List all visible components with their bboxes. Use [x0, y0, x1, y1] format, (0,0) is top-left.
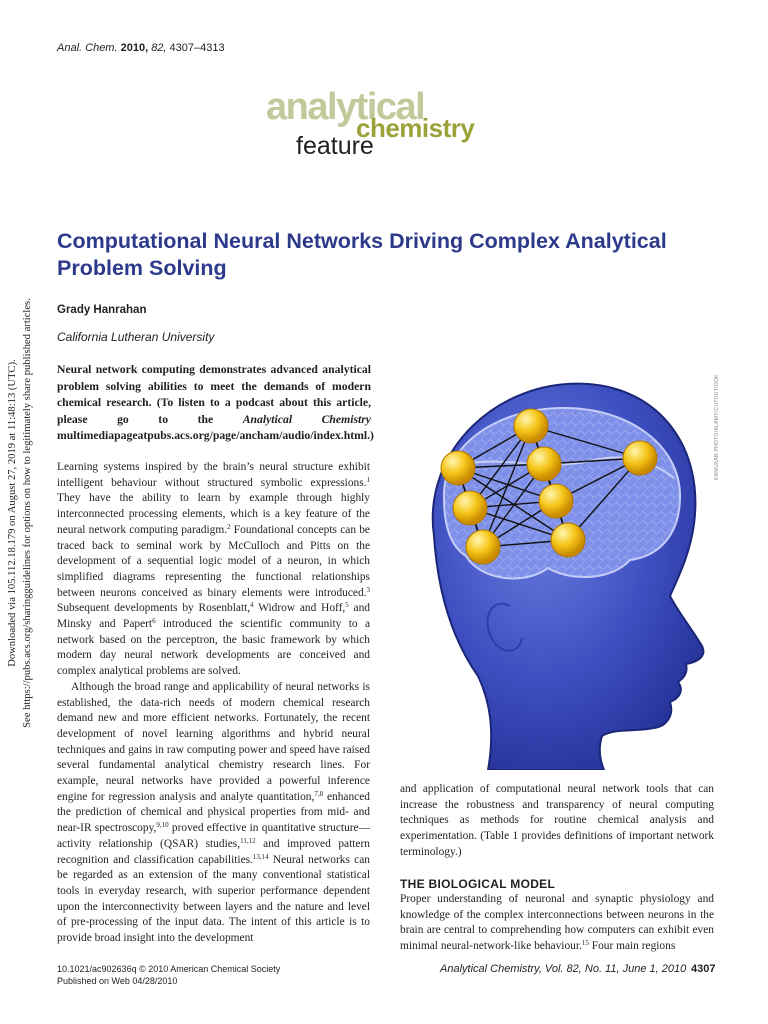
reference-mark: 1 — [366, 475, 370, 484]
journal-abbrev: Anal. Chem. — [57, 42, 118, 54]
abstract-text-start: Neural network computing demonstrates advanced analytical problem solving abilities to meet the demands of modern chemical research. (To listen to a podcast about this article, please go to the — [57, 363, 371, 426]
text-run: Learning systems inspired by the brain’s neural structure exhibit intelligent behaviour without structured symbolic expressions. — [57, 461, 370, 489]
citation-volume: 82, — [151, 42, 167, 54]
neuron-node — [514, 409, 548, 443]
neuron-node — [466, 530, 500, 564]
section-heading: THE BIOLOGICAL MODEL — [400, 877, 556, 891]
abstract — [57, 362, 374, 445]
reference-mark: 6 — [152, 617, 156, 626]
body-paragraph-2 — [57, 680, 370, 947]
neural-head-illustration — [398, 356, 716, 770]
photo-credit-text: KANGRAN PHOTO/ALAMY/CUTOUT/OOK — [714, 374, 720, 480]
text-run: and Minsky and Papert — [57, 602, 371, 631]
neuron-node — [441, 451, 475, 485]
download-notice-line1: Downloaded via 105.112.18.179 on August 27, 2019 at 11:48:13 (UTC). — [7, 359, 18, 667]
logo-feature: feature — [296, 132, 374, 160]
download-notice — [5, 298, 33, 728]
reference-mark: 3 — [366, 585, 370, 594]
neuron-node — [453, 491, 487, 525]
copyright: © 2010 American Chemical Society — [136, 964, 281, 974]
right-body-column-lower — [400, 892, 714, 955]
right-body-column — [400, 782, 714, 861]
text-run: Although the broad range and applicability of neural networks is established, the data-rich needs of modern chemical research demand new and more efficient networks. Fortunately, the recent development of novel learning algorithms and hybrid neural techniques and gains in raw computing power and speed have raised several fundamental analytical chemistry research lines. For example, neural networks have provided a powerful inference engine for regression analysis and analyte quantitation, — [57, 680, 370, 803]
published-date: Published on Web 04/28/2010 — [57, 976, 178, 986]
text-run: Four main regions — [588, 940, 676, 953]
reference-mark: 2 — [227, 522, 231, 531]
text-run: enhanced the prediction of chemical and physical properties from mid- and near-IR spectroscopy, — [57, 790, 370, 835]
body-paragraph-biological — [400, 892, 714, 955]
left-body-column — [57, 460, 370, 947]
text-run: Neural networks can be regarded as an extension of the many conventional statistical tools in everyday research, with superior performance dependent upon the interconnectivity between layers and the nature and level of pre-processing of the input data. The intent of this article is to provide broad insight into the development — [57, 853, 370, 945]
reference-mark: 15 — [581, 939, 589, 948]
text-run: Proper understanding of neuronal and synaptic physiology and knowledge of the complex interconnections between neurons in the brain are central to comprehending how computers can exhibit even minimal neural-network-like behaviour. — [400, 893, 714, 953]
article-author: Grady Hanrahan — [57, 304, 147, 316]
neuron-node — [527, 447, 561, 481]
neural-head-figure — [398, 356, 716, 770]
photo-credit — [714, 360, 724, 480]
abstract-text-end: multimediapageatpubs.acs.org/page/ancham/audio/index.html.) — [57, 429, 374, 442]
neuron-node — [623, 441, 657, 475]
logo-chemistry: chemistry — [356, 113, 475, 143]
citation-year: 2010, — [120, 42, 149, 54]
article-title: Computational Neural Networks Driving Complex Analytical Problem Solving — [57, 229, 667, 280]
text-run: Foundational concepts can be traced back to seminal work by McCulloch and Pitts on the development of a sequential logic model of a neuron, in which simplified diagrams representing the functional relationships between neurons conceived as binary elements were introduced. — [57, 523, 370, 599]
reference-mark: 9,10 — [156, 821, 169, 830]
download-notice-line2: See https://pubs.acs.org/sharingguidelines for options on how to legitimately share published articles. — [22, 298, 33, 728]
reference-mark: 13,14 — [252, 852, 269, 861]
reference-mark: 7,8 — [314, 789, 324, 798]
text-run: proved effective in quantitative structure—activity relationship (QSAR) studies, — [57, 822, 371, 850]
abstract-journal-name: Analytical Chemistry — [242, 412, 371, 426]
logo-analytical: analytical — [266, 86, 425, 128]
body-paragraph-1 — [57, 460, 370, 680]
neuron-node — [551, 523, 585, 557]
journal-footer: Analytical Chemistry, Vol. 82, No. 11, June 1, 2010 — [440, 963, 687, 975]
reference-mark: 4 — [250, 601, 254, 610]
journal-citation — [57, 42, 225, 54]
text-run: Widrow and Hoff, — [253, 602, 346, 615]
body-paragraph-continued: and application of computational neural network tools that can increase the robustness and transparency of neural computing techniques as methods for routine chemical analysis and experimentation. (Table 1 provides definitions of important network terminology.) — [400, 783, 714, 858]
text-run: Subsequent developments by Rosenblatt, — [57, 602, 251, 615]
text-run: and improved pattern recognition and classification capabilities. — [57, 837, 370, 866]
text-run: They have the ability to learn by example through highly interconnected processing elements, which is a key feature of the neural network computing paradigm. — [57, 492, 370, 536]
doi-block — [57, 963, 280, 987]
doi: 10.1021/ac902636q — [57, 964, 137, 974]
author-affiliation: California Lutheran University — [57, 330, 215, 344]
reference-mark: 11,12 — [240, 836, 256, 845]
reference-mark: 5 — [345, 601, 349, 610]
page-number: 4307 — [691, 963, 716, 975]
neuron-node — [539, 484, 573, 518]
text-run: introduced the scientific community to a network based on the perceptron, the basic framework by which modern day neural network developments are conceived and complex analytical problems are solved. — [57, 618, 370, 678]
citation-pages: 4307–4313 — [169, 42, 225, 54]
